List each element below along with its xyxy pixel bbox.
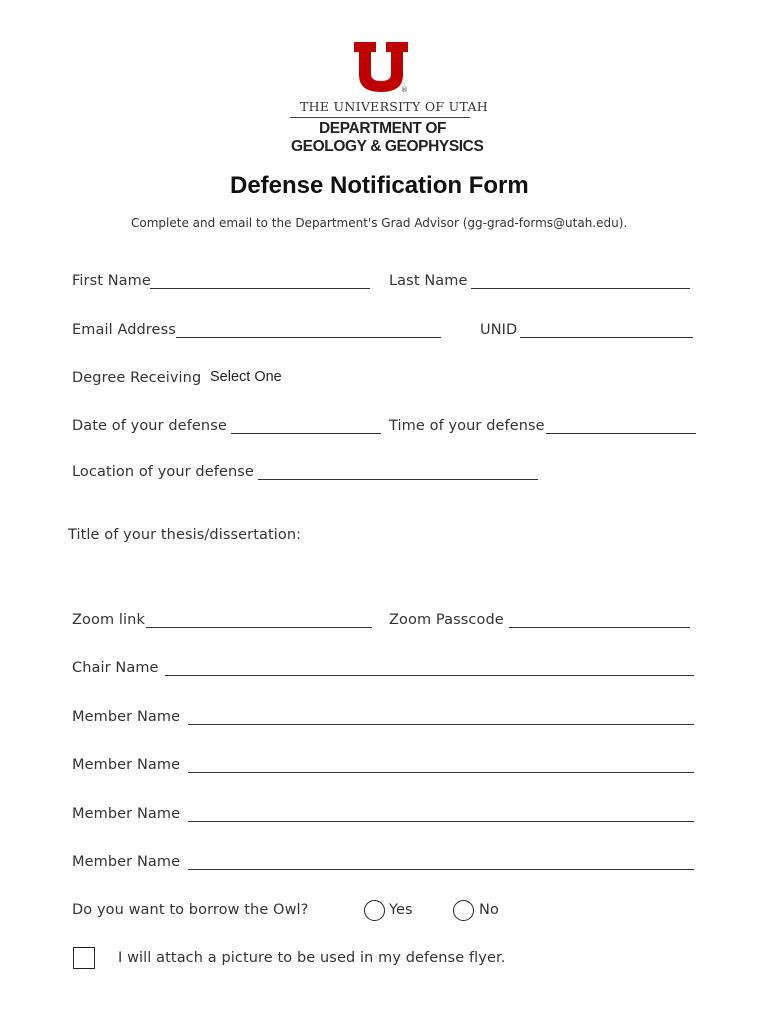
zoom-link-label: Zoom link [72, 612, 145, 628]
location-label: Location of your defense [72, 464, 254, 480]
zoom-passcode-label: Zoom Passcode [389, 612, 504, 628]
date-label: Date of your defense [72, 418, 227, 434]
last-name-label: Last Name [389, 273, 468, 289]
first-name-label: First Name [72, 273, 151, 289]
logo-divider [290, 117, 470, 118]
chair-name-label: Chair Name [72, 660, 159, 676]
member-name-label-1: Member Name [72, 709, 181, 725]
member-name-label-4: Member Name [72, 854, 181, 870]
member-name-label-2: Member Name [72, 757, 181, 773]
first-name-field[interactable] [150, 288, 370, 289]
email-label: Email Address [72, 322, 176, 338]
owl-yes-label: Yes [389, 902, 413, 918]
email-field[interactable] [176, 337, 441, 338]
zoom-link-field[interactable] [146, 627, 372, 628]
university-name: THE UNIVERSITY OF UTAH [300, 99, 488, 114]
degree-select[interactable]: Select One [210, 369, 282, 385]
thesis-title-label: Title of your thesis/dissertation: [68, 527, 302, 543]
department-line-2: GEOLOGY & GEOPHYSICS [291, 138, 484, 155]
date-field[interactable] [231, 433, 381, 434]
form-instructions: Complete and email to the Department's Grad Advisor (gg-grad-forms@utah.edu). [131, 216, 628, 230]
attach-picture-checkbox[interactable] [73, 947, 95, 969]
zoom-passcode-field[interactable] [509, 627, 690, 628]
member-name-label-3: Member Name [72, 806, 181, 822]
registered-mark: ® [401, 86, 408, 94]
chair-name-field[interactable] [165, 675, 694, 676]
degree-label: Degree Receiving [72, 370, 202, 386]
owl-question-label: Do you want to borrow the Owl? [72, 902, 309, 918]
owl-no-radio[interactable] [453, 900, 474, 921]
member-name-field-3[interactable] [188, 821, 694, 822]
location-field[interactable] [258, 479, 538, 480]
owl-yes-radio[interactable] [364, 900, 385, 921]
owl-no-label: No [479, 902, 499, 918]
department-line-1: DEPARTMENT OF [319, 120, 447, 137]
member-name-field-2[interactable] [188, 772, 694, 773]
time-label: Time of your defense [389, 418, 545, 434]
time-field[interactable] [546, 433, 696, 434]
thesis-title-field[interactable] [68, 550, 698, 595]
unid-label: UNID [480, 322, 518, 338]
unid-field[interactable] [520, 337, 693, 338]
member-name-field-4[interactable] [188, 869, 694, 870]
form-title: Defense Notification Form [230, 172, 529, 199]
member-name-field-1[interactable] [188, 724, 694, 725]
attach-picture-label: I will attach a picture to be used in my defense flyer. [118, 950, 506, 966]
last-name-field[interactable] [471, 288, 690, 289]
